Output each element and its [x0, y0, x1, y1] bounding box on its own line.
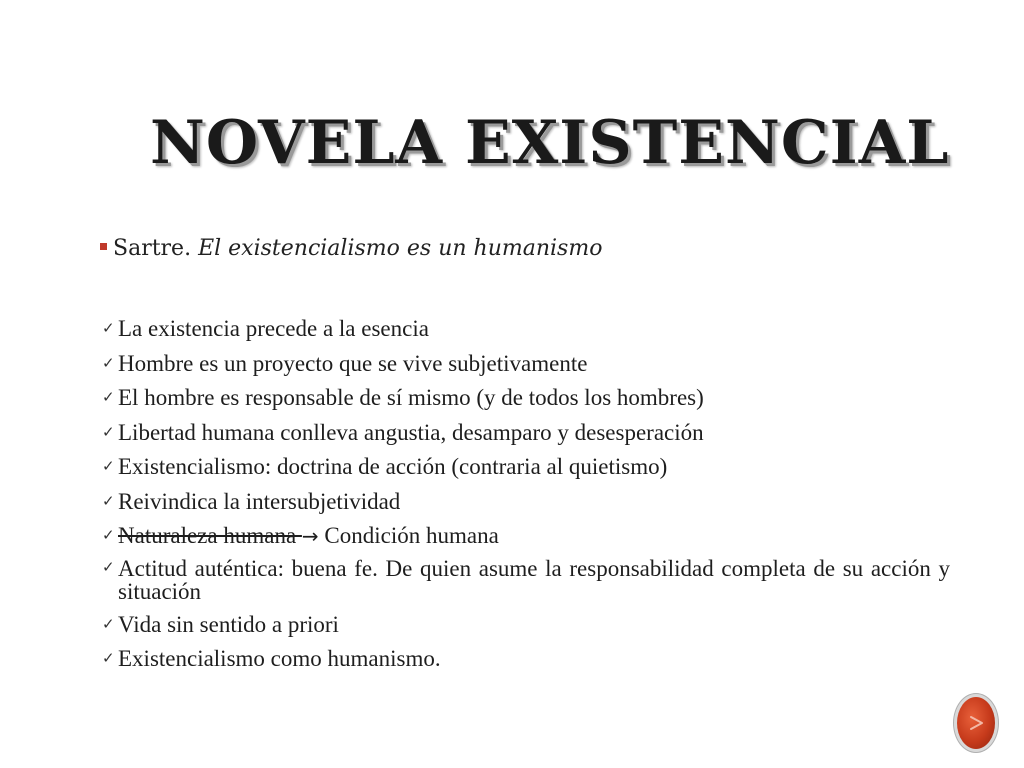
check-icon: ✓	[102, 559, 115, 576]
main-bullet	[100, 236, 602, 261]
next-slide-button[interactable]	[957, 697, 995, 749]
list-item: ✓ Libertad humana conlleva angustia, desamparo y desesperación	[104, 416, 950, 451]
check-icon: ✓	[102, 321, 115, 337]
list-item: ✓ Existencialismo: doctrina de acción (contraria al quietismo)	[104, 450, 950, 485]
check-icon: ✓	[102, 493, 115, 510]
list-item: ✓ Reivindica la intersubjetividad	[104, 485, 950, 520]
list-item: ✓ Hombre es un proyecto que se vive subjetivamente	[104, 347, 950, 382]
check-icon: ✓	[102, 651, 115, 667]
check-icon: ✓	[102, 528, 115, 544]
check-icon: ✓	[102, 424, 115, 441]
slide-title: NOVELA EXISTENCIAL	[150, 108, 950, 178]
list-item: ✓ La existencia precede a la esencia	[104, 312, 950, 347]
list-item: ✓ Existencialismo como humanismo.	[104, 642, 950, 677]
main-bullet-author: Sartre.	[113, 236, 192, 261]
struck-text: Naturaleza humana	[118, 523, 302, 548]
list-item: ✓ Vida sin sentido a priori	[104, 608, 950, 643]
check-icon: ✓	[102, 355, 115, 372]
square-bullet-icon	[100, 243, 107, 250]
point-list	[104, 312, 950, 677]
check-icon: ✓	[102, 616, 115, 633]
list-item: ✓ Actitud auténtica: buena fe. De quien asume la responsabilidad completa de su acción y situación	[102, 555, 950, 604]
main-bullet-work: El existencialismo es un humanismo	[198, 236, 603, 261]
list-item-struck	[104, 519, 950, 554]
check-icon: ✓	[102, 390, 115, 406]
arrow-right-icon: →	[301, 524, 319, 548]
replacement-text: Condición humana	[318, 523, 499, 548]
list-item: ✓ El hombre es responsable de sí mismo (y de todos los hombres)	[104, 381, 950, 416]
check-icon: ✓	[102, 459, 115, 475]
next-slide-icon	[957, 697, 995, 749]
